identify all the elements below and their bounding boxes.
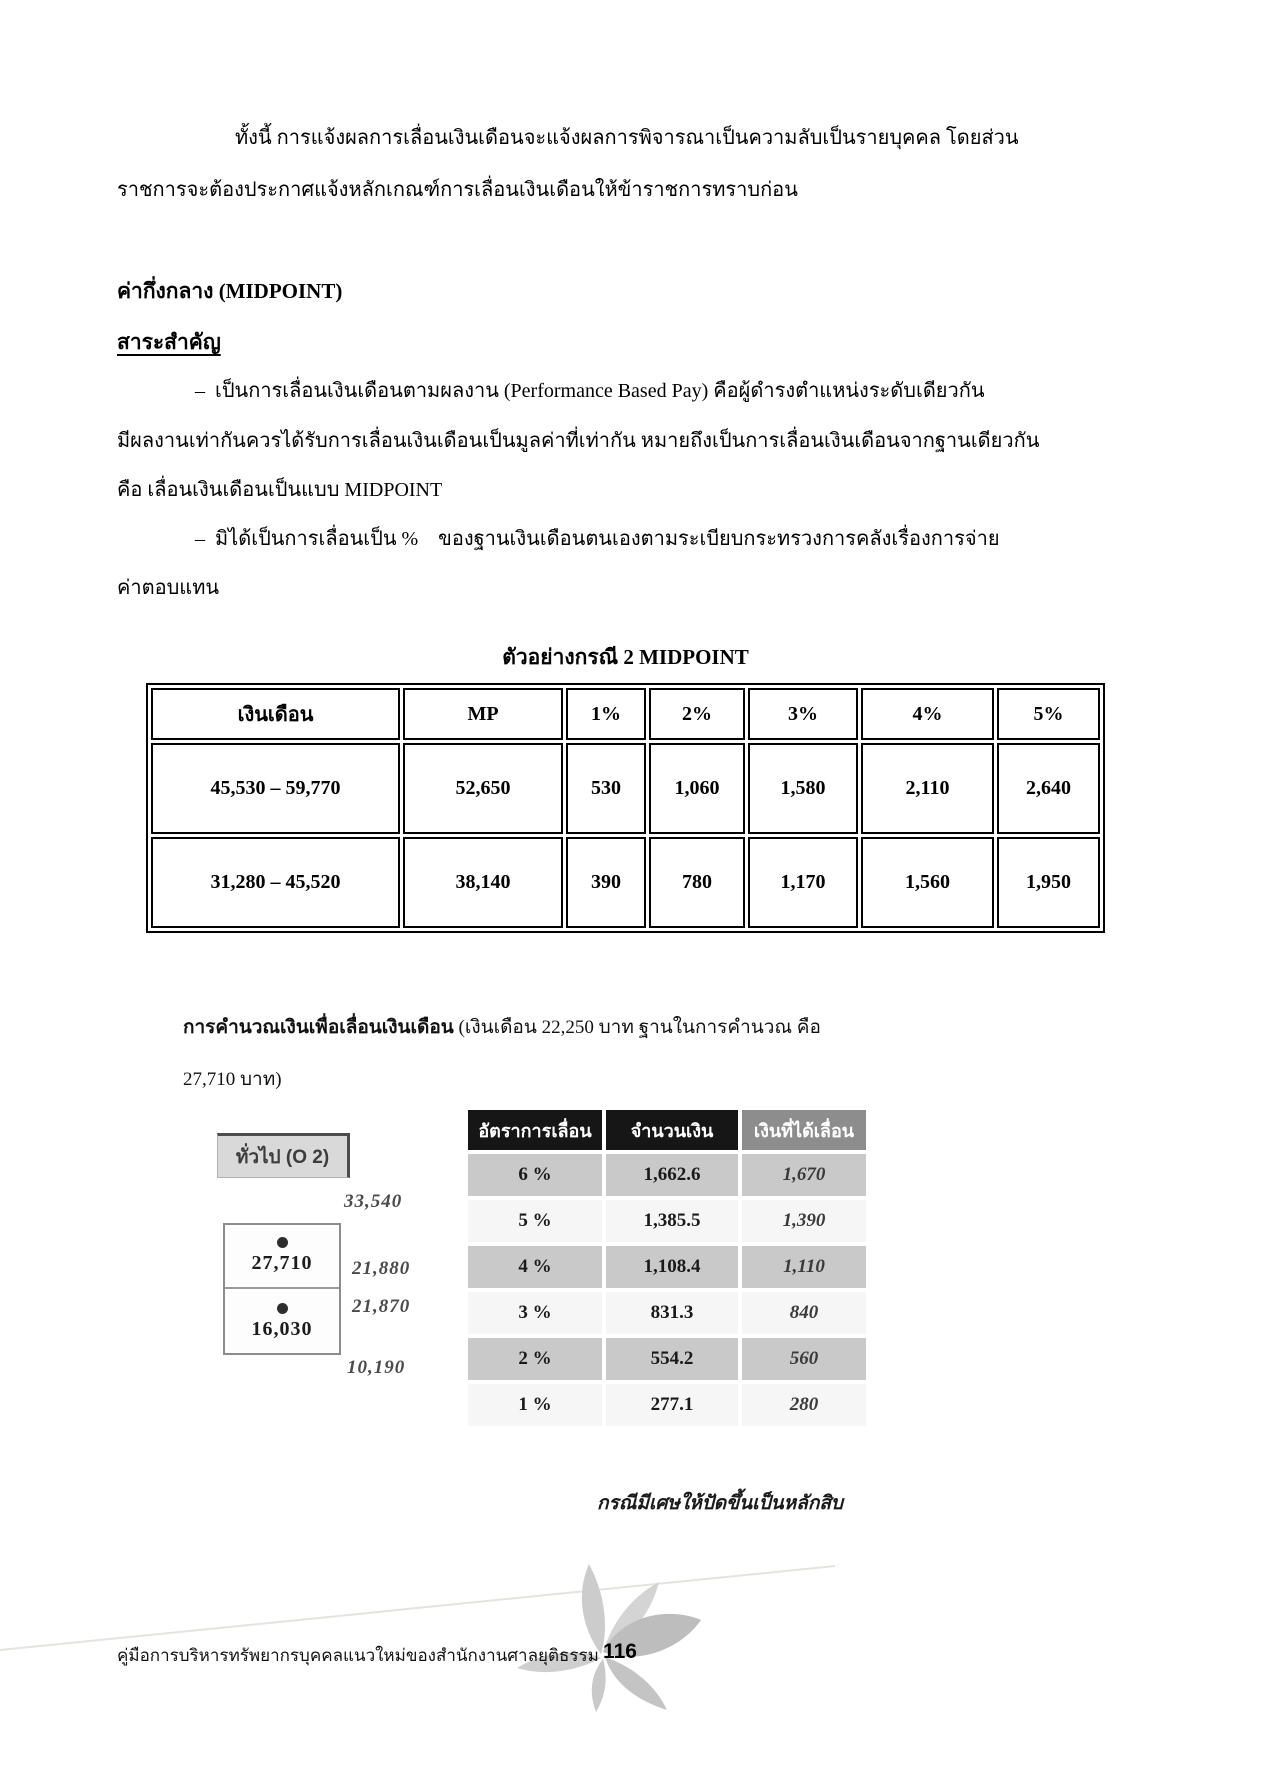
midpoint-table — [146, 683, 1105, 933]
table-cell: 780 — [649, 837, 745, 928]
table-cell: 1,950 — [997, 837, 1100, 928]
calc-note-bold: การคำนวณเงินเพื่อเลื่อนเงินเดือน — [183, 1017, 454, 1038]
table-cell: 31,280 – 45,520 — [151, 837, 400, 928]
table-cell: 4 % — [468, 1246, 602, 1288]
calc-note-line2: 27,710 บาท) — [183, 1069, 282, 1090]
calc-note-line1 — [183, 1012, 821, 1042]
table-cell: 5 % — [468, 1200, 602, 1242]
table-row — [468, 1384, 866, 1426]
midpoint-table-title: ตัวอย่างกรณี 2 MIDPOINT — [502, 645, 749, 669]
table-cell: 1,385.5 — [606, 1200, 738, 1242]
column-header: 4% — [861, 688, 994, 740]
table-row — [468, 1292, 866, 1334]
table-cell: 1,108.4 — [606, 1246, 738, 1288]
table-cell: 52,650 — [403, 743, 563, 834]
table-cell: 6 % — [468, 1154, 602, 1196]
table-row — [468, 1154, 866, 1196]
rate-table-header-row — [468, 1110, 866, 1150]
table-cell: 1,560 — [861, 837, 994, 928]
column-header: 3% — [748, 688, 858, 740]
table-cell: 554.2 — [606, 1338, 738, 1380]
table-row — [151, 837, 1100, 928]
column-header: จำนวนเงิน — [606, 1110, 738, 1150]
column-header: เงินเดือน — [151, 688, 400, 740]
table-cell: 2,640 — [997, 743, 1100, 834]
scale-value-top: 33,540 — [344, 1191, 403, 1212]
bullet1-line3: คือ เลื่อนเงินเดือนเป็นแบบ MIDPOINT — [117, 479, 443, 501]
table-cell: 1,110 — [742, 1246, 866, 1288]
paragraph1-line2: ราชการจะต้องประกาศแจ้งหลักเกณฑ์การเลื่อนเงินเดือนให้ข้าราชการทราบก่อน — [117, 179, 798, 201]
heading-essence: สาระสำคัญ — [117, 330, 221, 354]
band-upper-cell — [225, 1225, 339, 1289]
salary-band-box — [223, 1223, 341, 1355]
column-header: อัตราการเลื่อน — [468, 1110, 602, 1150]
band-lower-value: 16,030 — [251, 1317, 313, 1340]
table-cell: 2,110 — [861, 743, 994, 834]
table-cell: 1,580 — [748, 743, 858, 834]
page-number: 116 — [603, 1640, 637, 1663]
table-row — [151, 743, 1100, 834]
table-cell: 3 % — [468, 1292, 602, 1334]
bullet-dot-icon — [277, 1237, 288, 1248]
table-cell: 1,670 — [742, 1154, 866, 1196]
column-header: 1% — [566, 688, 646, 740]
bullet2-line2: ค่าตอบแทน — [117, 577, 220, 599]
bullet-dot-icon — [277, 1303, 288, 1314]
column-header: เงินที่ได้เลื่อน — [742, 1110, 866, 1150]
table-cell: 2 % — [468, 1338, 602, 1380]
table-cell: 1,170 — [748, 837, 858, 928]
table-cell: 1,060 — [649, 743, 745, 834]
table-cell: 38,140 — [403, 837, 563, 928]
calc-note-rest: (เงินเดือน 22,250 บาท ฐานในการคำนวณ คือ — [453, 1017, 821, 1038]
table-cell: 1,662.6 — [606, 1154, 738, 1196]
bullet1-line2: มีผลงานเท่ากันควรได้รับการเลื่อนเงินเดือนเป็นมูลค่าที่เท่ากัน หมายถึงเป็นการเลื่อนเงินเดือนจากฐานเดียวกัน — [117, 430, 1040, 452]
table-cell: 45,530 – 59,770 — [151, 743, 400, 834]
bullet1-line1: – เป็นการเลื่อนเงินเดือนตามผลงาน (Performance Based Pay) คือผู้ดำรงตำแหน่งระดับเดียวกัน — [195, 380, 985, 402]
scale-value-bottom: 10,190 — [347, 1357, 406, 1378]
table-cell: 560 — [742, 1338, 866, 1380]
midpoint-table-header-row — [151, 688, 1100, 740]
table-cell: 1,390 — [742, 1200, 866, 1242]
bullet2-line1: – มิได้เป็นการเลื่อนเป็น % ของฐานเงินเดือนตนเองตามระเบียบกระทรวงการคลังเรื่องการจ่าย — [195, 528, 1000, 550]
table-row — [468, 1246, 866, 1288]
table-cell: 840 — [742, 1292, 866, 1334]
column-header: 5% — [997, 688, 1100, 740]
band-upper-value: 27,710 — [251, 1252, 313, 1274]
band-lower-cell — [225, 1289, 339, 1354]
scale-value-upper-mid: 21,880 — [352, 1258, 411, 1279]
table-cell: 1 % — [468, 1384, 602, 1426]
footer-title: คู่มือการบริหารทรัพยากรบุคคลแนวใหม่ของสำนักงานศาลยุติธรรม — [117, 1646, 599, 1665]
column-header: 2% — [649, 688, 745, 740]
column-header: MP — [403, 688, 563, 740]
scale-value-lower-mid: 21,870 — [352, 1296, 411, 1317]
paragraph1-line1: ทั้งนี้ การแจ้งผลการเลื่อนเงินเดือนจะแจ้งผลการพิจารณาเป็นความลับเป็นรายบุคคล โดยส่วน — [235, 127, 1019, 149]
table-cell: 280 — [742, 1384, 866, 1426]
table-cell: 390 — [566, 837, 646, 928]
table-row — [468, 1200, 866, 1242]
rounding-note: กรณีมีเศษให้ปัดขึ้นเป็นหลักสิบ — [597, 1493, 843, 1514]
table-row — [468, 1338, 866, 1380]
rate-table — [464, 1106, 870, 1430]
footer-divider-line — [0, 1566, 835, 1650]
band-type-label: ทั่วไป (O 2) — [217, 1133, 350, 1178]
table-cell: 530 — [566, 743, 646, 834]
table-cell: 277.1 — [606, 1384, 738, 1426]
heading-midpoint: ค่ากึ่งกลาง (MIDPOINT) — [117, 279, 343, 303]
table-cell: 831.3 — [606, 1292, 738, 1334]
